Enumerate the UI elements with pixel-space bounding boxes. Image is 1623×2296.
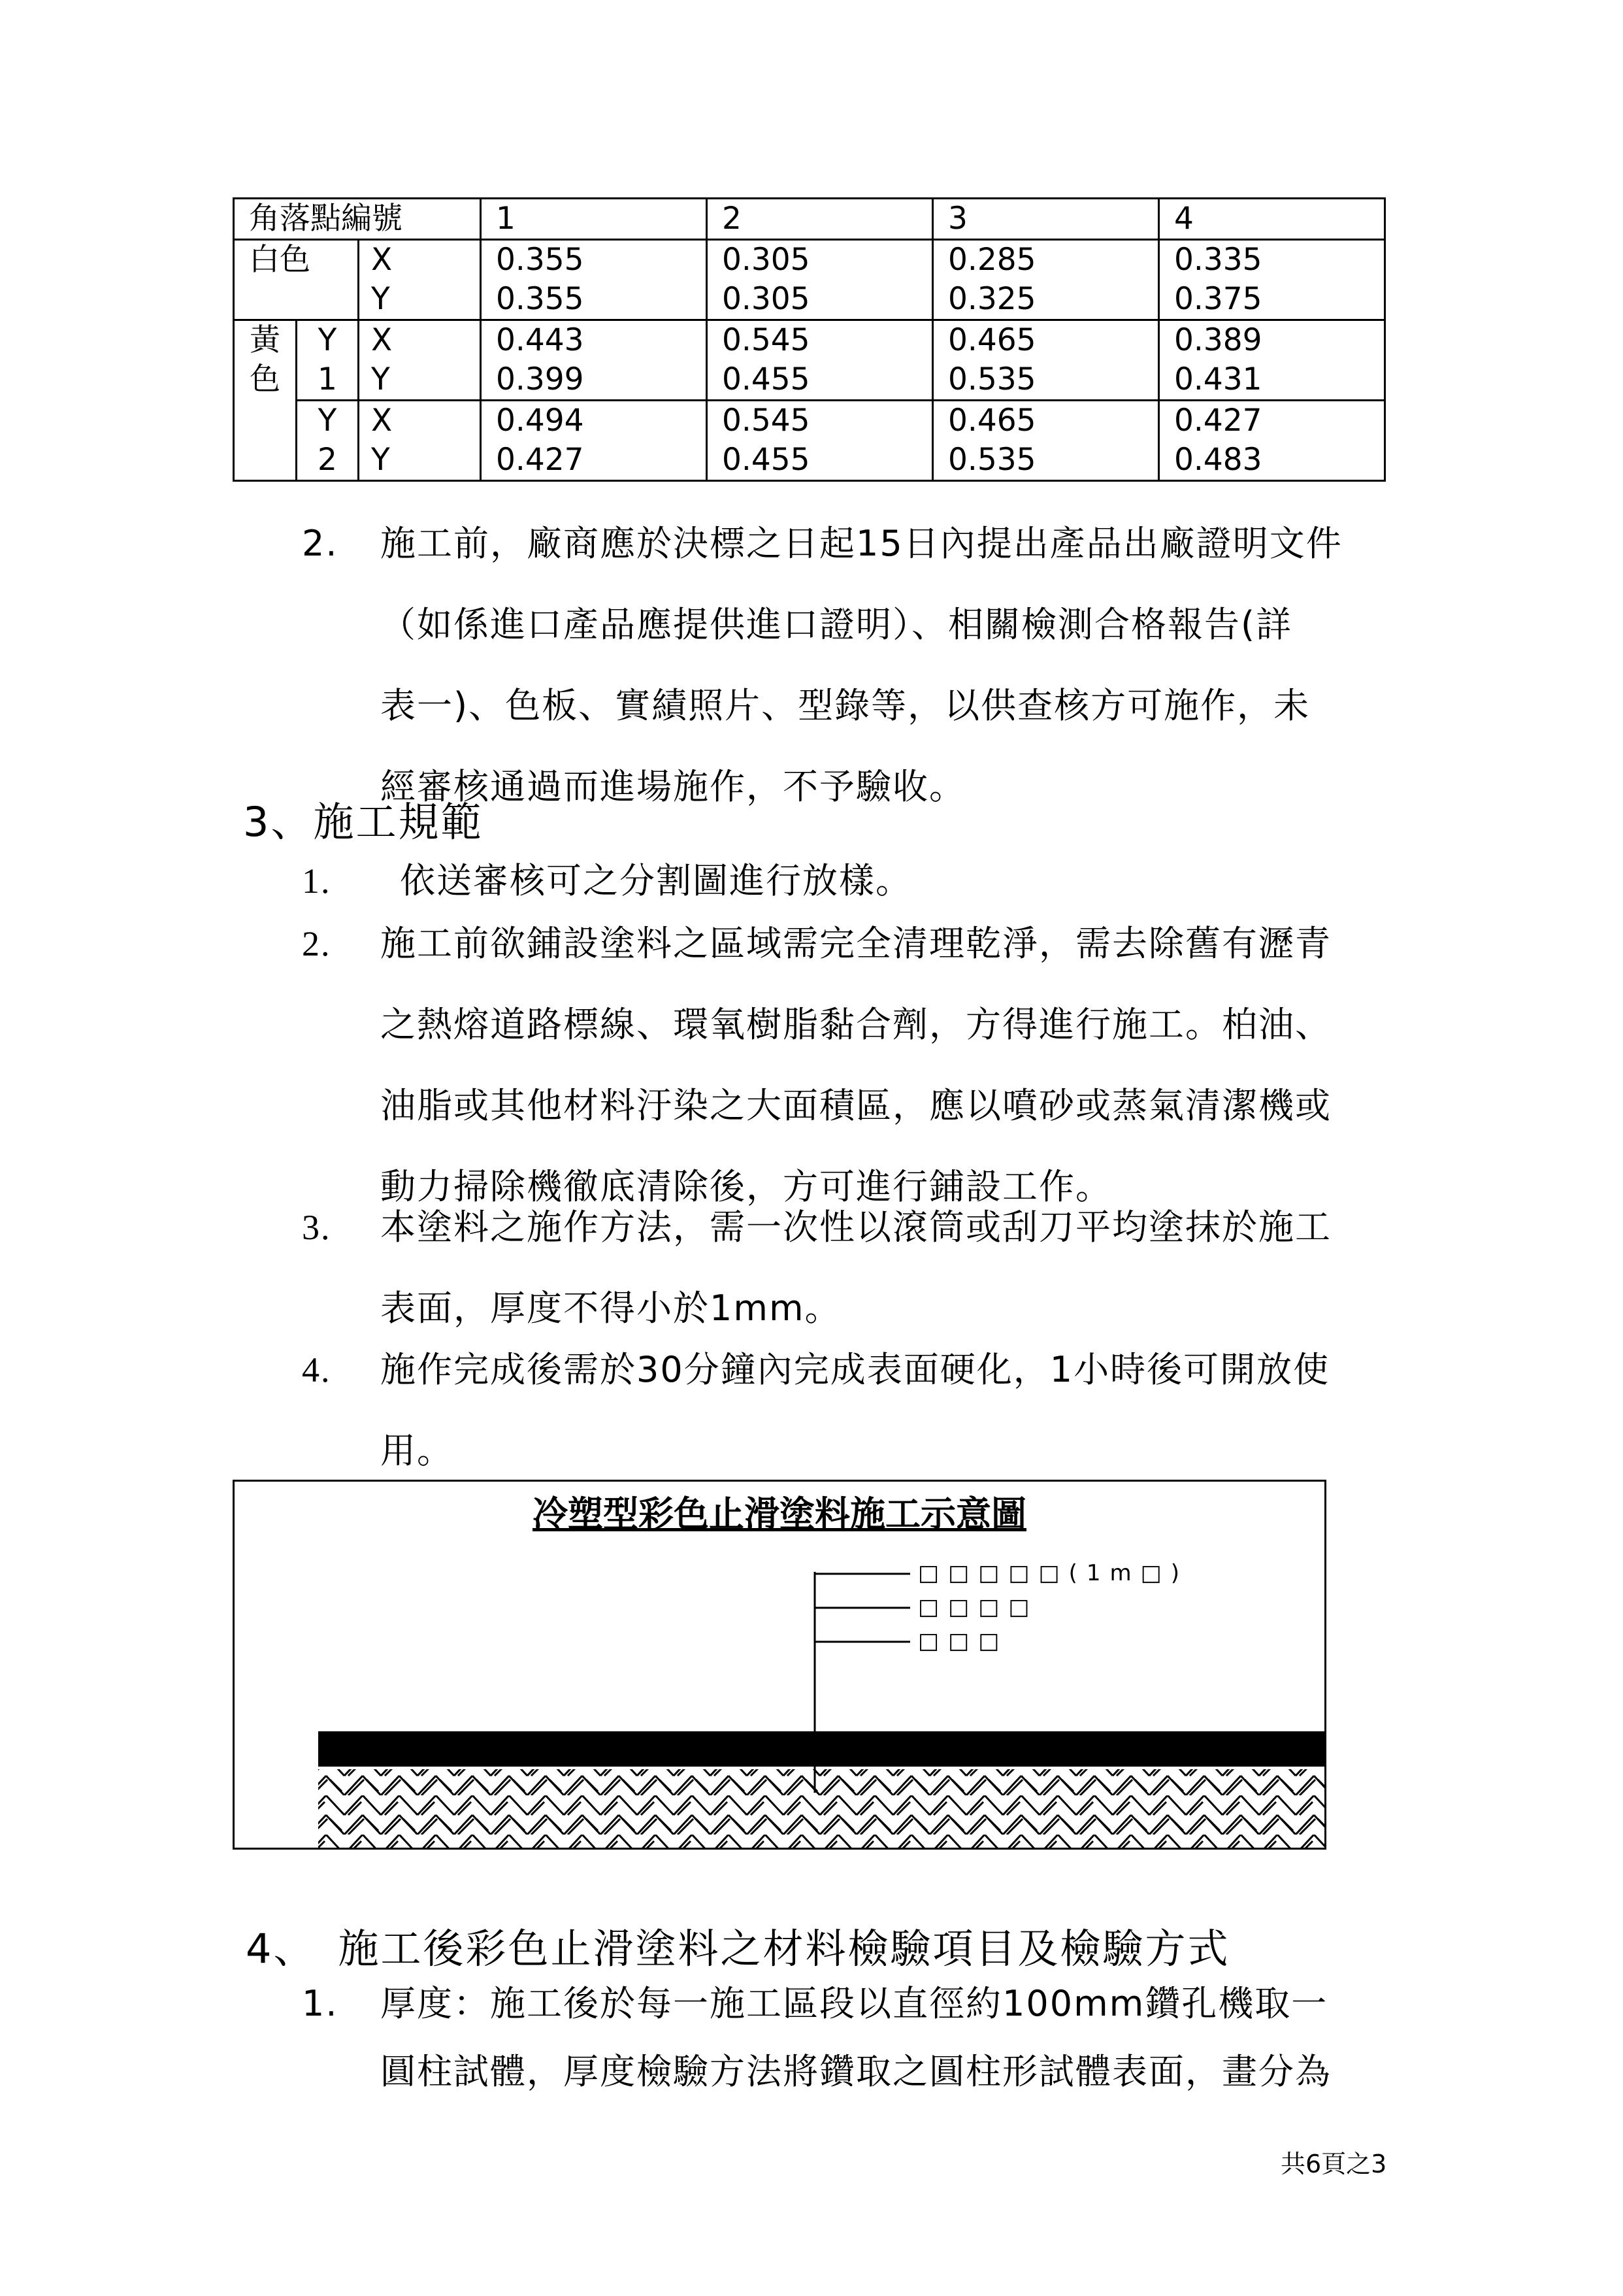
value-cell: 0.355 0.355: [481, 240, 707, 320]
value-cell: 0.465 0.535: [933, 401, 1159, 481]
value-cell: 0.427 0.483: [1159, 401, 1385, 481]
column-header: 1: [481, 199, 707, 240]
value-cell: 0.465 0.535: [933, 320, 1159, 401]
construction-diagram: [233, 1480, 1326, 1850]
value-cell: 0.545 0.455: [707, 401, 933, 481]
table-row-yellow-y2: [234, 401, 1385, 481]
list-item-text: 本塗料之施作方法，需一次性以滾筒或刮刀平均塗抹於施工 表面，厚度不得小於1mm。: [380, 1206, 1332, 1329]
value-cell: 0.389 0.431: [1159, 320, 1385, 401]
table-row-yellow-y1: [234, 320, 1385, 401]
table-row-white: [234, 240, 1385, 320]
diagram-graphic: [235, 1482, 1324, 1848]
list-item: [302, 503, 1478, 830]
list-item-text: 施作完成後需於30分鐘內完成表面硬化，1小時後可開放使 用。: [380, 1349, 1330, 1471]
column-header: 3: [933, 199, 1159, 240]
table-header-row: [234, 199, 1385, 240]
axis-cell: X Y: [359, 320, 481, 401]
leader-label: □□□: [918, 1628, 1009, 1654]
leader-label: □□□□□(1m□): [918, 1560, 1189, 1586]
chromaticity-table: [233, 197, 1386, 482]
list-item-number: 1.: [302, 1983, 338, 2024]
corner-number-header: 角落點編號: [234, 199, 481, 240]
value-cell: 0.545 0.455: [707, 320, 933, 401]
column-header: 4: [1159, 199, 1385, 240]
y1-code: Y 1: [297, 320, 359, 401]
list-item-number: 2.: [302, 924, 331, 963]
list-item: [302, 1329, 1478, 1491]
list-item-number: 2.: [302, 523, 338, 564]
list-item: [302, 903, 1478, 1230]
leader-label: □□□□: [918, 1594, 1039, 1620]
value-cell: 0.305 0.305: [707, 240, 933, 320]
value-cell: 0.494 0.427: [481, 401, 707, 481]
axis-cell: X Y: [359, 240, 481, 320]
page-number: 共6頁之3: [1281, 2150, 1387, 2178]
ground-layer: [318, 1769, 1324, 1848]
list-item-number: 4.: [302, 1350, 331, 1389]
column-header: 2: [707, 199, 933, 240]
section-heading: 3、施工規範: [243, 798, 484, 846]
list-item: [302, 1970, 1478, 2132]
list-item-text: 施工前，廠商應於決標之日起15日內提出產品出廠證明文件 （如係進口產品應提供進口證明）、相關檢測合格報告(詳 表一)、色板、實績照片、型錄等，以供查核方可施作，未 經審核通過而進場施作，不予驗收。: [380, 523, 1343, 807]
axis-cell: X Y: [359, 401, 481, 481]
yellow-label: 黃 色: [234, 320, 297, 481]
list-item-text: 厚度：施工後於每一施工區段以直徑約100mm鑽孔機取一 圓柱試體，厚度檢驗方法將鑽取之圓柱形試體表面，畫分為: [380, 1983, 1332, 2092]
y2-code: Y 2: [297, 401, 359, 481]
coating-layer: [318, 1731, 1324, 1767]
value-cell: 0.285 0.325: [933, 240, 1159, 320]
list-item-text: 施工前欲鋪設塗料之區域需完全清理乾淨，需去除舊有瀝青 之熱熔道路標線、環氧樹脂黏合劑，方得進行施工。柏油、 油脂或其他材料汙染之大面積區，應以噴砂或蒸氣清潔機或 動力掃除機徹底清除後，方可進行鋪設工作。: [380, 923, 1332, 1207]
diagram-title: 冷塑型彩色止滑塗料施工示意圖: [533, 1493, 1026, 1535]
section-heading: 4、 施工後彩色止滑塗料之材料檢驗項目及檢驗方式: [246, 1925, 1230, 1972]
white-label: 白色: [234, 240, 359, 320]
list-item-number: 3.: [302, 1208, 331, 1247]
value-cell: 0.335 0.375: [1159, 240, 1385, 320]
list-item: [302, 1187, 1478, 1349]
value-cell: 0.443 0.399: [481, 320, 707, 401]
list-item-text: 依送審核可之分割圖進行放樣。: [400, 860, 912, 901]
list-item-number: 1.: [302, 861, 331, 901]
